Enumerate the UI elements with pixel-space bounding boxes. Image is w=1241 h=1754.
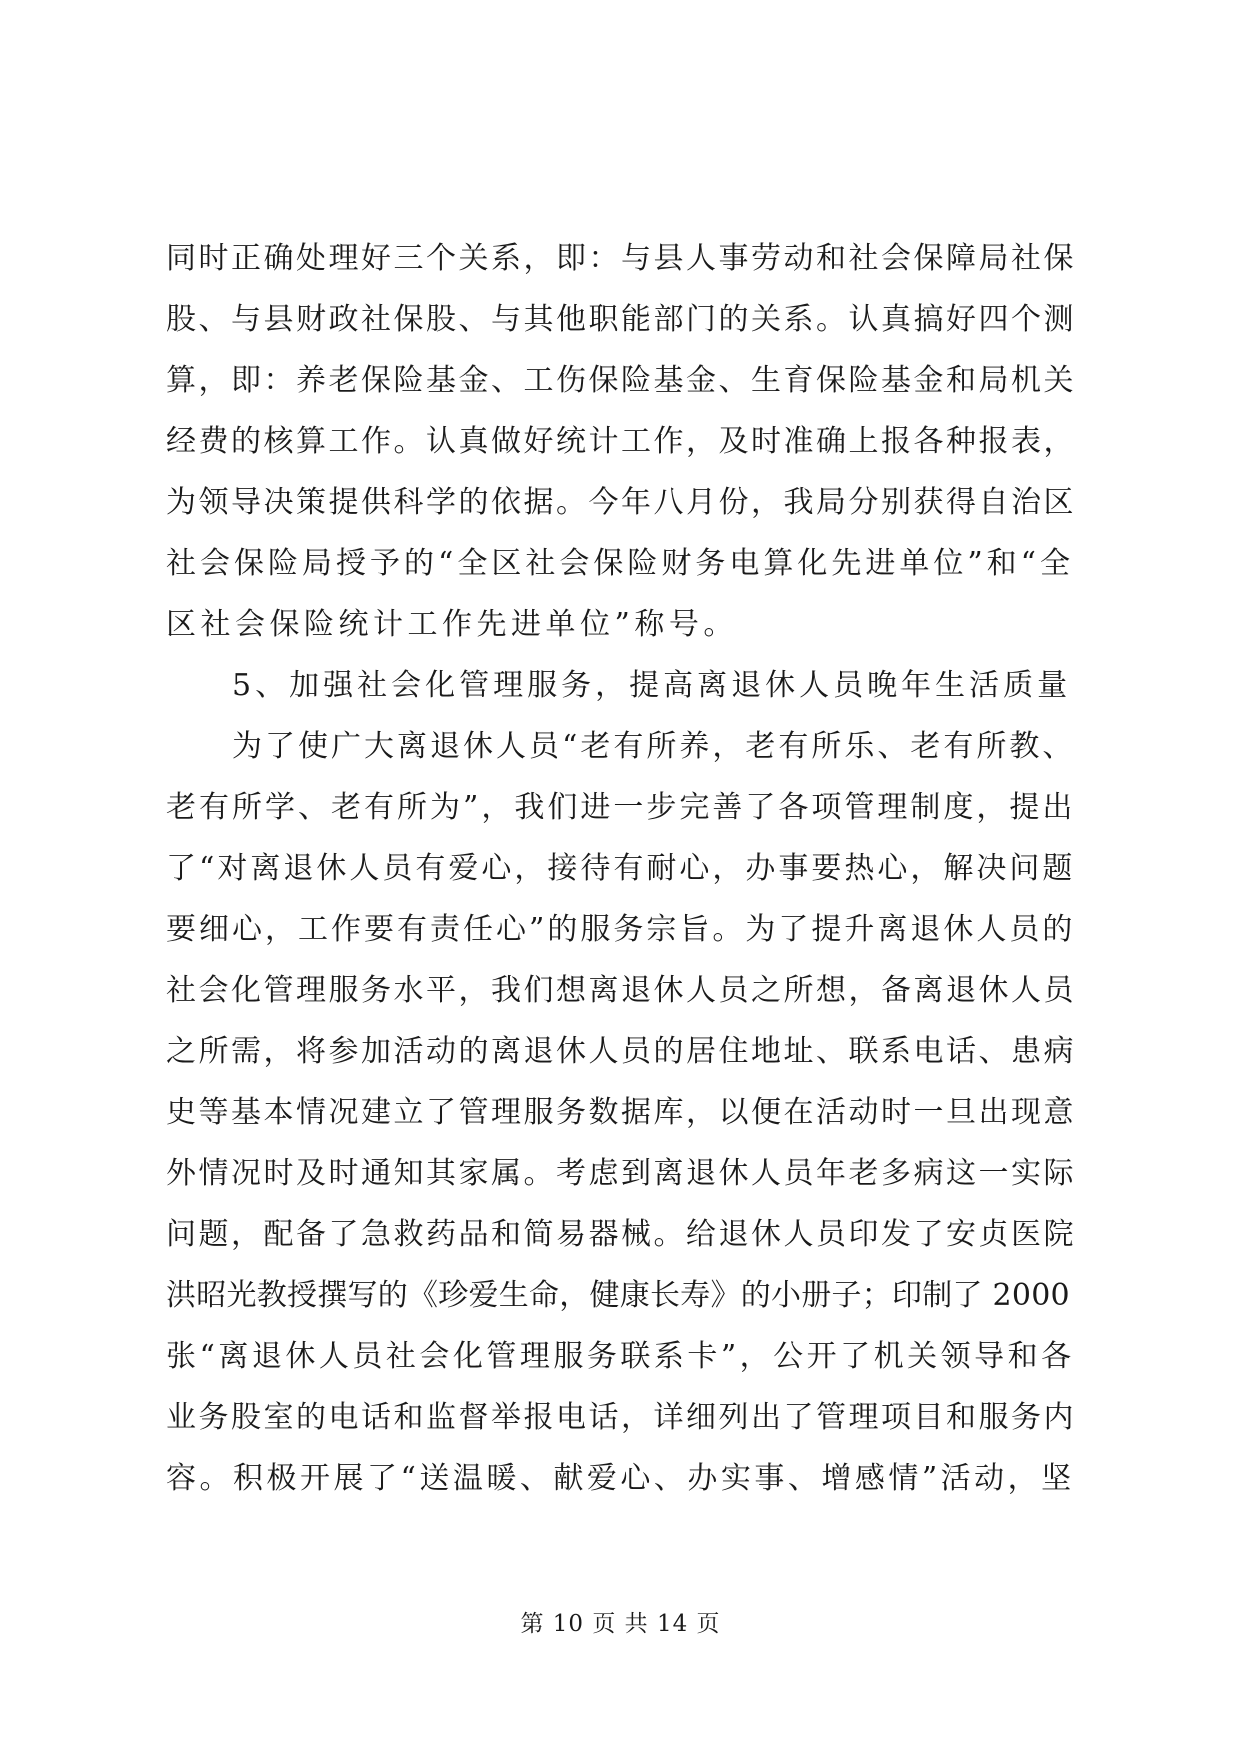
text-line: 区社会保险统计工作先进单位”称号。	[166, 607, 738, 642]
text-line: 要细心，工作要有责任心”的服务宗旨。为了提升离退休人员的	[166, 912, 1076, 947]
text-line: 为了使广大离退休人员“老有所养，老有所乐、老有所教、	[232, 729, 1076, 764]
text-line: 史等基本情况建立了管理服务数据库，以便在活动时一旦出现意	[166, 1095, 1076, 1130]
body-text	[166, 228, 1076, 1509]
text-line: 张“离退休人员社会化管理服务联系卡”，公开了机关领导和各	[166, 1339, 1075, 1374]
text-line: 容。积极开展了“送温暖、献爱心、办实事、增感情”活动，坚	[166, 1461, 1075, 1496]
text-line: 算，即：养老保险基金、工伤保险基金、生育保险基金和局机关	[166, 363, 1076, 398]
text-line: 经费的核算工作。认真做好统计工作，及时准确上报各种报表，	[166, 424, 1076, 459]
text-line: 社会化管理服务水平，我们想离退休人员之所想，备离退休人员	[166, 973, 1076, 1008]
text-line: 股、与县财政社保股、与其他职能部门的关系。认真搞好四个测	[166, 302, 1076, 337]
text-line: 之所需，将参加活动的离退休人员的居住地址、联系电话、患病	[166, 1034, 1076, 1069]
section-heading: 5、加强社会化管理服务，提高离退休人员晚年生活质量	[232, 668, 1072, 703]
text-line: 外情况时及时通知其家属。考虑到离退休人员年老多病这一实际	[166, 1156, 1076, 1191]
text-line: 问题，配备了急救药品和简易器械。给退休人员印发了安贞医院	[166, 1217, 1076, 1252]
text-line: 了“对离退休人员有爱心，接待有耐心，办事要热心，解决问题	[166, 851, 1076, 886]
text-line: 老有所学、老有所为”，我们进一步完善了各项管理制度，提出	[166, 790, 1076, 825]
text-line: 社会保险局授予的“全区社会保险财务电算化先进单位”和“全	[166, 546, 1075, 581]
text-line: 为领导决策提供科学的依据。今年八月份，我局分别获得自治区	[166, 485, 1076, 520]
page-number-footer: 第 10 页 共 14 页	[520, 1611, 721, 1637]
text-line: 洪昭光教授撰写的《珍爱生命，健康长寿》的小册子；印制了 2000	[166, 1278, 1070, 1313]
text-line: 业务股室的电话和监督举报电话，详细列出了管理项目和服务内	[166, 1400, 1076, 1435]
text-line: 同时正确处理好三个关系，即：与县人事劳动和社会保障局社保	[166, 241, 1076, 276]
